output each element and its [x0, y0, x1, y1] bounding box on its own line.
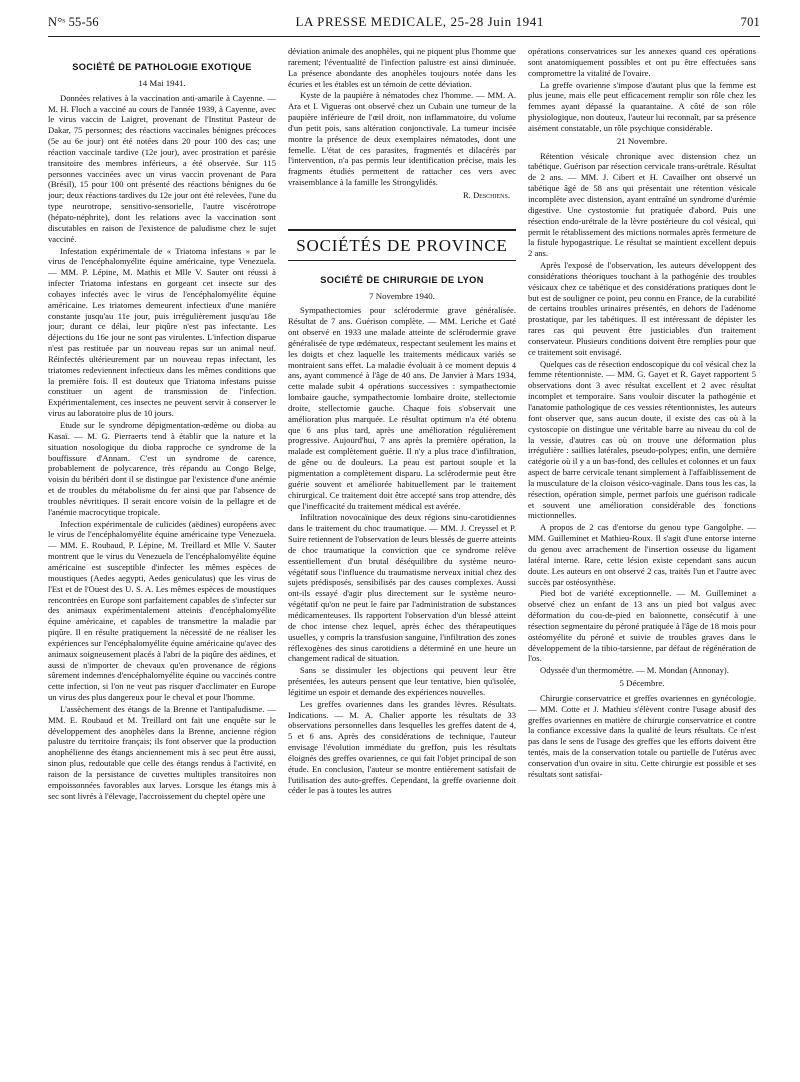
journal-title: LA PRESSE MEDICALE, 25-28 Juin 1941 [295, 14, 544, 29]
paragraph: Les greffes ovariennes dans les grandes lèvres. Résultats. Indications. — M. A. Chalier apporte les résultats de 33 observations personnelles dans lesquelles les greffes datent de 4, 5 et 6 ans. Après des considérations de technique, l'auteur envisage l'évolution immédiate du greffon, puis les résultats éloignés des greffes ovariennes, ce qui fait l'objet principal de son étude. En conclusion, l'auteur se montre entièrement satisfait de l'utilisation des auto-greffes. Cependant, la greffe ovarienne doit céder le pas à toutes les autres [288, 698, 516, 796]
paragraph: Chirurgie conservatrice et greffes ovariennes en gynécologie. — MM. Cotte et J. Mathieu s'élèvent contre l'usage abusif des greffes ovariennes en matière de chirurgie conservatrice et contre la confiance excessive dans la qualité de leurs résultats. Ce n'est pas dans le sens de l'usage des greffes que les efforts doivent être tentés, mais de la conservation totale ou partielle de l'utérus avec conservation d'un ovaire in situ. Cette chirurgie est possible et ses résultats sont satisfai- [528, 692, 756, 779]
paragraph: Après l'exposé de l'observation, les auteurs développent des considérations théoriques touchant à la pathogénie des troubles vésicaux chez ce tabétique et des considérations pratiques dont le but est de souligner ce point, peu connu en France, de la curabilité de certains troubles urinaires présentés, en dehors de l'adénome prostatique, par les tabétiques. Il est intéressant de dépister les rares cas qui peuvent être justiciables d'un traitement conservateur. Plusieurs conditions doivent être remplies pour que ce traitement soit envisagé. [528, 260, 756, 357]
page-number: 701 [740, 15, 760, 29]
paragraph: Pied bot de variété exceptionnelle. — M. Guilleminet a observé chez un enfant de 13 ans un pied bot valgus avec déformation du cou-de-pied en baïonnette, consécutif à une résection segmentaire du péroné pratiquée à l'âge de 18 mois pour ostéomyélite du péroné et suivie de troubles graves dans le développement de la tibio-tarsienne, par défaut de régénération de l'os. [528, 588, 756, 664]
signature: R. Deschiens. [462, 189, 510, 200]
column-left [48, 46, 276, 1076]
session-date: 5 Décembre. [619, 678, 665, 689]
paragraph: déviation animale des anophèles, qui ne piquent plus l'homme que rarement; l'éventualité de l'infection palustre est ainsi diminuée. La présence abondante des anophèles toujours notée dans les écuries et les étables est un témoin de cette déviation. [288, 46, 516, 89]
paragraph: Sympathectomies pour sclérodermie grave généralisée. Résultat de 7 ans. Guérison complète. — MM. Leriche et Gaté ont observé en 1933 une malade atteinte de sclérodermie grave généralisée de type œdémateux, respectant seulement les mains et les doigts et chez laquelle les traitements médicaux variés se montraient sans effet. La maladie évoluait à ce moment depuis 4 ans, ayant commencé à l'âge de 40 ans. De Janvier à Mars 1934, cette malade subit 4 opérations successives : sympathectomie lombaire gauche, sympathectomie lombaire droite, stellectomie droite, stellectomie gauche. Chaque fois s'observait une amélioration plus marquée. Le résultat optimum n'a été obtenu que 6 ans plus tard, après une amélioration régulièrement progressive. Aujourd'hui, 7 ans après la première opération, la malade est complètement guérie. Il n'y a plus trace d'infiltration, de gêne ou de douleurs. La peau est partout souple et la pigmentation a complètement disparu. La sclérodermie peut être guérie souvent et améliorée habituellement par le traitement chirurgical. Ce traitement doit être accepté sans trop attendre, dès que l'inefficacité du traitement médical est avérée. [288, 305, 516, 511]
paragraph: Odyssée d'un thermomètre. — M. Mondan (Annonay). [540, 665, 729, 676]
paragraph: Kyste de la paupière à nématodes chez l'homme. — MM. A. Ara et I. Vigueras ont observé chez un Cubain une tumeur de la paupière inférieure de l'œil droit, non inflammatoire, du volume d'un petit pois, sans altération conjonctivale. La tumeur incisée montre la présence de deux exemplaires nématodes, dont une femelle. L'état de ces parasites, fragmentés et dilacérés par l'intervention, n'a pas permis leur identification précise, mais les fragments étudiés permettent de rattacher ces vers avec vraisemblance à la famille les Strongylidés. [288, 90, 516, 188]
session-date: 21 Novembre. [616, 135, 668, 146]
section-title: SOCIÉTÉ DE PATHOLOGIE EXOTIQUE [72, 62, 252, 72]
session-date: 7 Novembre 1940. [369, 290, 435, 301]
column-right [528, 46, 756, 1076]
paragraph: Sans se dissimuler les objections qui peuvent leur être présentées, les auteurs pensent que leur tentative, bien qu'isolée, légitime un espoir et demande des expériences nouvelles. [288, 665, 516, 697]
paragraph: opérations conservatrices sur les annexes quand ces opérations sont anatomiquement possibles et ont pu être effectuées sans compromettre la vitalité de l'ovaire. [528, 46, 756, 78]
paragraph: A propos de 2 cas d'entorse du genou type Gangolphe. — MM. Guilleminet et Mathieu-Roux. Il s'agit d'une entorse interne du genou avec arrachement de l'insertion osseuse du ligament latéral interne. Rare, cette lésion existe cependant sans aucun doute. Les auteurs en ont observé 2 cas, traités l'un et l'autre avec succès par ostéosynthèse. [528, 522, 756, 587]
paragraph: L'assèchement des étangs de la Brenne et l'antipaludisme. — MM. E. Roubaud et M. Treillard ont fait une enquête sur le développement des anophèles dans la Brenne, ancienne région palustre du territoire français; ils font observer que la production anophélienne des étangs anciennement mis à sec peut être aussi, sinon plus, redoutable que celle des étangs rendus à l'activité, en raison de la persistance de cuvettes multiples transitoires non empoissonnées favorables aux larves. Lorsque les étangs mis à sec sont livrés à l'élevage, l'accroissement du cheptel opère une [48, 703, 276, 801]
paragraph: Etude sur le syndrome dépigmentation-œdème ou dioba au Kasaï. — M. G. Pierraerts tend à établir que la nature et la situation nosologique du dioba rapproche ce syndrome de la bouffissure d'Annam. C'est un syndrome de carence, probablement de polycarence, très répandu au Congo Belge, voisin du béribéri dont il se distingue par l'existence d'une anémie et de troubles du métabolisme du fer ainsi que par l'absence de troubles névritiques. Il serait encore voisin de la pellagre et de l'anémie macrocytique tropicale. [48, 420, 276, 517]
paragraph: La greffe ovarienne s'impose d'autant plus que la femme est plus jeune, mais elle peut efficacement remplir son rôle chez les femmes ayant dépassé la quarantaine. A côté de son rôle physiologique, non douteux, l'auteur lui reconnaît, par sa présence aisément constatable, un rôle psychique considérable. [528, 79, 756, 133]
section-title: SOCIÉTÉ DE CHIRURGIE DE LYON [320, 274, 484, 285]
major-section-title: SOCIÉTÉS DE PROVINCE [288, 229, 516, 261]
paragraph: Données relatives à la vaccination anti-amarile à Cayenne. — M. H. Floch a vacciné au cours de l'année 1939, à Cayenne, avec le virus vaccin de Laigret, provenant de l'Institut Pasteur de Dakar, 75 personnes; des réactions vaccinales bénignes précoces (5e au 6e jour) ont été notées dans 20 pour 100 des cas; une réaction vaccinale tardive (12e jour), avec prostration et parésie transitoire des membres inférieurs, a été observée. Sur 115 personnes vaccinées avec un virus vaccin provenant de Para (Brésil), 15 pour 100 ont présenté des réactions bénignes du 6e jour; deux réactions tardives du 12e jour ont été relevées, l'une du type neurotrope, sensitivo-sensorielle, l'autre viscérotrope (hépato-néphrite), dont les relations avec la vaccination sont discutables en raison de l'existence de paludisme chez le sujet vacciné. [48, 92, 276, 244]
column-middle [288, 46, 516, 1076]
paragraph: Rétention vésicale chronique avec distension chez un tabétique. Guérison par résection cervicale trans-urétrale. Résultat de 2 ans. — MM. J. Cibert et H. Cavailher ont observé un tabétique âgé de 58 ans qui présentait une rétention vésicale incomplète avec distension, ayant entraîné un syndrome d'urémie digestive. Une cystostomie fut pratiquée d'abord. Puis une résection endo-urétrale de la lèvre postérieure du col vésical, qui permit le rétablissement des mictions normales après fermeture de la fistule hypogastrique. Le résultat se maintient excellent depuis 2 ans. [528, 150, 756, 259]
page-header [48, 14, 760, 37]
paragraph: Infiltration novocaïnique des deux régions sinu-carotidiennes dans le traitement du choc traumatique. — MM. J. Creyssel et P. Suire retiennent de l'observation de leurs blessés de guerre atteints de choc traumatique la conviction que ce syndrome relève essentiellement d'un brutal déséquilibre du système neuro-végétatif sous l'influence du traumatisme nerveux initial chez des sujets prédisposés, sensibilisés par des causes complexes. Aussi ont-ils essayé d'agir plus directement sur le système neuro-végétatif qu'on ne peut le faire par l'administration de substances médicamenteuses. Ils rapportent l'observation d'un blessé atteint de choc intense chez lequel, après échec des thérapeutiques usuelles, y compris la transfusion sanguine, l'infiltration des zones réflexogènes des sinus carotidiens a déterminé en une heure un changement radical de situation. [288, 512, 516, 664]
paragraph: Infection expérimentale de culicides (aëdines) européens avec le virus de l'encéphalomyélite équine américaine type Venezuela. — MM. E. Roubaud, P. Lépine, M. Treillard et Mlle V. Sauter montrent que le virus du Venezuela de l'encéphalomyélite équine américaine est susceptible d'infecter les mêmes espèces de moustiques (Aedes aegypti, Aedes geniculatus) que les virus de l'Est et de l'Ouest des U. S. A. Les mêmes espèces de moustiques rencontrées en Europe sont parfaitement capables de s'infecter sur des animaux expérimentalement atteints d'encéphalomyélite équine américaine, et capables de transmettre la maladie par piqûre. Il en résulte pratiquement la nécessité de ne réaliser les expériences sur l'encéphalomyélite équine américaine qu'avec des animaux soigneusement placés à l'abri de la piqûre des aëdines, et aussi de n'importer de chevaux qu'en provenance de régions sûrement indemnes d'encéphalomyélite équine ou vaccinés contre cette infection, si l'on ne veut pas risquer d'acclimater en Europe un virus des plus dangereux pour le cheval et pour l'homme. [48, 518, 276, 703]
session-date: 14 Mai 1941. [138, 77, 186, 88]
paragraph: Quelques cas de résection endoscopique du col vésical chez la femme rétentionniste. — MM. G. Gayet et R. Gayet rapportent 5 observations dont 3 avec résultat excellent et 2 avec résultat incomplet et temporaire. Sans vouloir discuter la pathogénie et l'anatomie pathologique de ces vessies rétentionnistes, les auteurs font observer que, sans aucun doute, il existe des cas où à la cystoscopie on distingue une véritable barre au niveau du col de la vessie, d'autres cas où on trouve une déformation plus irrégulière : saillies latérales, pseudo-polypes; enfin, une dernière catégorie où il y a un bas-fond, des cellules et colonnes et un faux aspect de barre cervicale tenant simplement à l'affaiblissement de la musculature de la cloison vésico-vaginale. Dans tous les cas, la résection, opération simple, permet parfois une guérison radicale et souvent une amélioration considérable des fonctions mictionnelles. [528, 358, 756, 521]
paragraph: Infestation expérimentale de « Triatoma infestans » par le virus de l'encéphalomyélite équine américaine, type Venezuela. — MM. P. Lépine, M. Mathis et Mlle V. Sauter ont réussi à infecter Triatoma infestans en gorgeant cet insecte sur des cobayes infectés avec le virus de l'encéphalomyélite équine américaine. Les triatomes demeurent infectieux d'une manière constante jusqu'au 11e jour, puis irrégulièrement jusqu'au 18e jour; durant ce délai, leur piqûre n'est pas infectante. Les déjections du 16e jour ne sont pas virulentes. L'infection disparue n'est pas restituée par un nouveau repas sur un animal neuf. Réinfectés ultérieurement par un nouveau repas infectant, les triatomes redeviennent infectieux dans les mêmes conditions que la première fois. Il est douteux que Triatoma infestans puisse constituer un agent de transmission de l'infection. Expérimentalement, ces insectes ne peuvent servir à conserver le virus au laboratoire plus de 10 jours. [48, 245, 276, 419]
issue-number: N°ˢ 55-56 [48, 15, 99, 29]
